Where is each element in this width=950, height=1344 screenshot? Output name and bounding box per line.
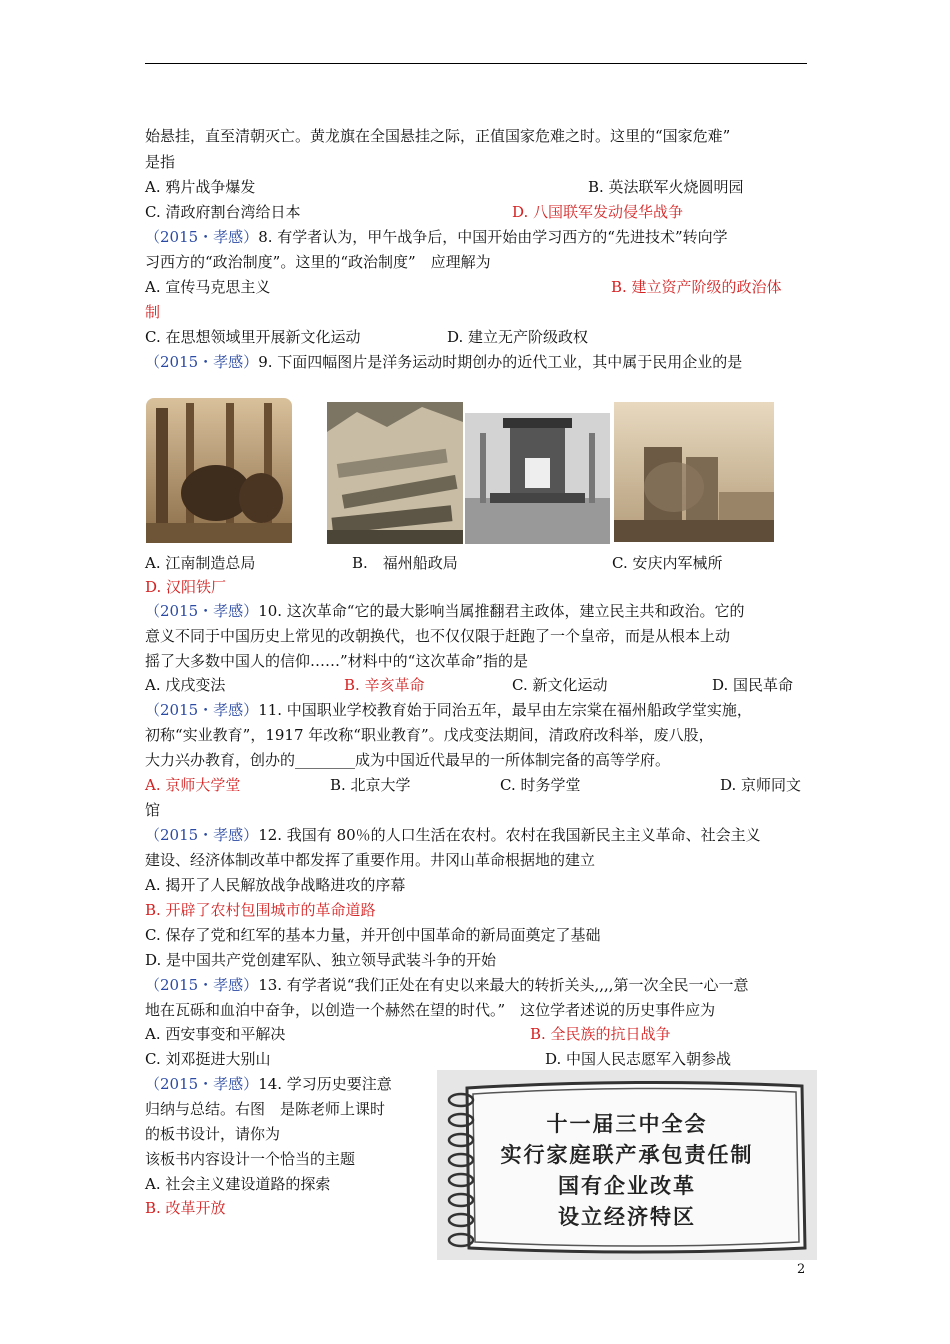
q7-option-c: C. 清政府割台湾给日本 (145, 203, 301, 221)
q14-stem-line3: 的板书设计，请你为 (145, 1125, 281, 1143)
photo-jiangnan-arsenal (146, 398, 292, 543)
q8-option-b-answer: B. 建立资产阶级的政治体 (611, 278, 782, 296)
q8-stem-line2: 习西方的“政治制度”。这里的“政治制度” 应理解为 (145, 253, 491, 271)
q7-stem-line2: 是指 (145, 153, 176, 171)
q7-option-b: B. 英法联军火烧圆明园 (588, 178, 744, 196)
q8-option-c: C. 在思想领域里开展新文化运动 (145, 328, 361, 346)
q11-option-d: D. 京师同文 (720, 776, 802, 794)
q12-source: （2015・孝感） (145, 826, 259, 844)
q10-stem-line3: 摇了大多数中国人的信仰……”材料中的“这次革命”指的是 (145, 652, 529, 670)
q10-option-d: D. 国民革命 (712, 676, 794, 694)
q13-stem-line1: （2015・孝感）13. 有学者说“我们正处在有史以来最大的转折关头,,,,第一次全民一心一意 (145, 976, 749, 994)
q12-stem-line2: 建设、经济体制改革中都发挥了重要作用。井冈山革命根据地的建立 (145, 851, 596, 869)
q14-stem-line4: 该板书内容设计一个恰当的主题 (145, 1150, 356, 1168)
q11-stem-line3: 大力兴办教育，创办的________成为中国近代最早的一所体制完备的高等学府。 (145, 751, 671, 769)
q10-stem-line2: 意义不同于中国历史上常见的改朝换代，也不仅仅限于赶跑了一个皇帝，而是从根本上动 (145, 627, 731, 645)
q13-source: （2015・孝感） (145, 976, 259, 994)
q10-option-b-answer: B. 辛亥革命 (344, 676, 425, 694)
q9-option-a: A. 江南制造总局 (145, 554, 256, 572)
board-line-3: 国有企业改革 (558, 1174, 696, 1198)
photo-hanyang-iron-works (614, 402, 774, 542)
q7-stem-line1: 始悬挂，直至清朝灭亡。黄龙旗在全国悬挂之际，正值国家危难之时。这里的“国家危难” (145, 127, 731, 145)
q11-option-c: C. 时务学堂 (500, 776, 581, 794)
q8-option-b-answer-cont: 制 (145, 303, 161, 321)
q9-option-b: B. 福州船政局 (352, 554, 458, 572)
page-number: 2 (797, 1262, 806, 1277)
q11-source: （2015・孝感） (145, 701, 259, 719)
q14-option-b-answer: B. 改革开放 (145, 1199, 226, 1217)
q8-stem-line1: （2015・孝感）8. 有学者认为，甲午战争后，中国开始由学习西方的“先进技术”转向学 (145, 228, 728, 246)
q11-stem-line1: （2015・孝感）11. 中国职业学校教育始于同治五年，最早由左宗棠在福州船政学堂实施， (145, 701, 752, 719)
q9-stem: （2015・孝感）9. 下面四幅图片是洋务运动时期创办的近代工业，其中属于民用企业的是 (145, 353, 743, 371)
q14-source: （2015・孝感） (145, 1075, 259, 1093)
q12-option-a: A. 揭开了人民解放战争战略进攻的序幕 (145, 876, 406, 894)
q11-option-d-cont: 馆 (145, 801, 161, 819)
q14-option-a: A. 社会主义建设道路的探索 (145, 1175, 331, 1193)
q10-stem-line1: （2015・孝感）10. 这次革命“它的最大影响当属推翻君主政体，建立民主共和政治。它的 (145, 602, 745, 620)
q7-option-d-answer: D. 八国联军发动侵华战争 (512, 203, 684, 221)
q11-option-b: B. 北京大学 (330, 776, 411, 794)
q10-option-c: C. 新文化运动 (512, 676, 608, 694)
q11-option-a-answer: A. 京师大学堂 (145, 776, 241, 794)
q8-option-d: D. 建立无产阶级政权 (447, 328, 589, 346)
q14-stem-line1: （2015・孝感）14. 学习历史要注意 (145, 1075, 392, 1093)
q13-option-a: A. 西安事变和平解决 (145, 1025, 286, 1043)
q9-option-c: C. 安庆内军械所 (612, 554, 723, 572)
q9-option-d-answer: D. 汉阳铁厂 (145, 578, 227, 596)
header-rule (145, 63, 807, 64)
blackboard-notebook-figure (437, 1070, 817, 1260)
q11-stem-line2: 初称“实业教育”，1917 年改称“职业教育”。戊戌变法期间，清政府改科举，废八股， (145, 726, 714, 744)
q13-option-d: D. 中国人民志愿军入朝参战 (545, 1050, 732, 1068)
q9-source: （2015・孝感） (145, 353, 259, 371)
q7-option-a: A. 鸦片战争爆发 (145, 178, 256, 196)
q13-option-c: C. 刘邓挺进大别山 (145, 1050, 271, 1068)
q12-option-c: C. 保存了党和红军的基本力量，并开创中国革命的新局面奠定了基础 (145, 926, 601, 944)
photo-fuzhou-shipyard (327, 402, 463, 544)
q8-source: （2015・孝感） (145, 228, 259, 246)
board-line-1: 十一届三中全会 (546, 1112, 708, 1136)
q12-option-d: D. 是中国共产党创建军队、独立领导武装斗争的开始 (145, 951, 497, 969)
q10-source: （2015・孝感） (145, 602, 259, 620)
q12-option-b-answer: B. 开辟了农村包围城市的革命道路 (145, 901, 376, 919)
q13-stem-line2: 地在瓦砾和血泊中奋争，以创造一个赫然在望的时代。” 这位学者述说的历史事件应为 (145, 1001, 716, 1019)
q13-option-b-answer: B. 全民族的抗日战争 (530, 1025, 671, 1043)
board-line-2: 实行家庭联产承包责任制 (500, 1143, 754, 1167)
board-line-4: 设立经济特区 (558, 1205, 696, 1229)
photo-anqing-arsenal (465, 413, 610, 544)
q8-option-a: A. 宣传马克思主义 (145, 278, 271, 296)
q14-stem-line2: 归纳与总结。右图 是陈老师上课时 (145, 1100, 386, 1118)
q10-option-a: A. 戊戌变法 (145, 676, 226, 694)
q12-stem-line1: （2015・孝感）12. 我国有 80％的人口生活在农村。农村在我国新民主主义革命、社会主义 (145, 826, 761, 844)
